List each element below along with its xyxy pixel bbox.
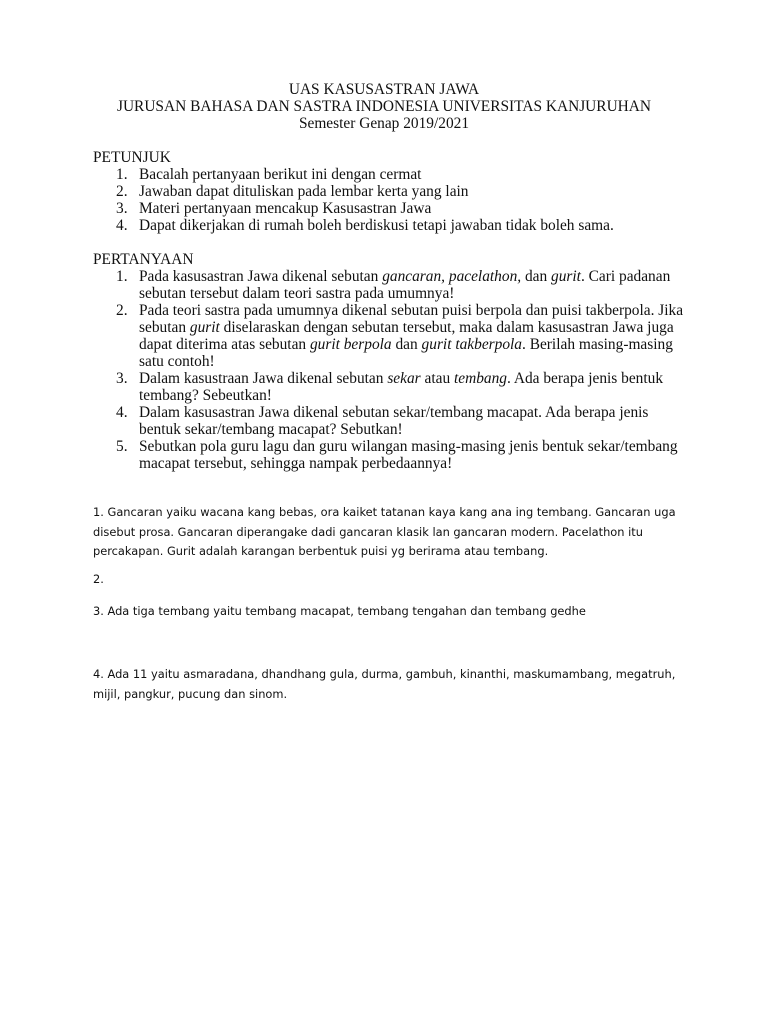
question-4 [116,404,686,438]
item-number: 2. [116,302,128,319]
q3-text-c: . Ada berapa jenis bentuk tembang? Sebeutkan! [139,370,664,404]
question-2 [116,302,686,370]
item-number: 3. [116,370,128,387]
item-number: 1. [116,268,128,285]
q1-text-b: dan [521,268,552,285]
item-number: 2. [116,183,128,200]
q3-text-a: Dalam kasustraan Jawa dikenal sebutan [139,370,388,387]
item-number: 1. [116,166,128,183]
answer-3 [93,602,693,622]
petunjuk-list [116,166,686,234]
exam-title: UAS KASUSASTRAN JAWA [288,81,480,98]
answer-3-text: 3. Ada tiga tembang yaitu tembang macapat, tembang tengahan dan tembang gedhe [93,604,586,618]
q2-text-b: diselaraskan dengan sebutan tersebut, maka dalam kasusastran Jawa juga dapat diterima atas sebutan [139,319,674,353]
q5-text: Sebutkan pola guru lagu dan guru wilangan masing-masing jenis bentuk sekar/tembang macapat tersebut, sehingga nampak perbedaannya! [139,438,678,472]
item-number: 4. [116,217,128,234]
q2-term-a: gurit [189,319,220,336]
item-number: 3. [116,200,128,217]
semester-title: Semester Genap 2019/2021 [298,115,470,132]
q2-text-c: dan [391,336,422,353]
question-5 [116,438,686,472]
pertanyaan-heading: PERTANYAAN [93,251,194,268]
question-1 [116,268,686,302]
answer-1 [93,503,693,562]
q3-text-b: atau [420,370,454,387]
q1-text-a: Pada kasusastran Jawa dikenal sebutan [139,268,383,285]
item-text: Materi pertanyaan mencakup Kasusastran Jawa [139,200,432,217]
pertanyaan-list [116,268,686,472]
q2-text-d: . Berilah masing-masing satu contoh! [139,336,673,370]
q1-text-c: . Cari padanan sebutan tersebut dalam teori sastra pada umumnya! [139,268,671,302]
petunjuk-heading: PETUNJUK [93,149,171,166]
q3-term-b: tembang [454,370,508,387]
answer-4-text: 4. Ada 11 yaitu asmaradana, dhandhang gula, durma, gambuh, kinanthi, maskumambang, megatruh, mijil, pangkur, pucung dan sinom. [93,667,676,701]
department-title: JURUSAN BAHASA DAN SASTRA INDONESIA UNIVERSITAS KANJURUHAN [116,98,652,115]
q2-text-a: Pada teori sastra pada umumnya dikenal sebutan puisi berpola dan puisi takberpola. Jika sebutan [139,302,684,336]
item-number: 5. [116,438,128,455]
q1-term-b: gurit [551,268,581,285]
item-text: Jawaban dapat dituliskan pada lembar kerta yang lain [139,183,469,200]
item-number: 4. [116,404,128,421]
answer-2-text: 2. [93,572,104,586]
list-item [116,217,686,234]
item-text: Bacalah pertanyaan berikut ini dengan cermat [139,166,422,183]
q2-term-b: gurit berpola [309,336,392,353]
answer-1-text: 1. Gancaran yaiku wacana kang bebas, ora kaiket tatanan kaya kang ana ing tembang. Gancaran uga disebut prosa. Gancaran diperangake dadi gancaran klasik lan gancaran modern. Pacelathon itu percakapan. Gurit adalah karangan berbentuk puisi yg berirama atau tembang. [93,505,676,558]
q1-term-a: gancaran, pacelathon, [382,268,522,285]
list-item [116,183,686,200]
q2-term-c: gurit takberpola [421,336,523,353]
item-text: Dapat dikerjakan di rumah boleh berdiskusi tetapi jawaban tidak boleh sama. [139,217,614,234]
answer-4 [93,665,693,704]
q4-text: Dalam kasusastran Jawa dikenal sebutan sekar/tembang macapat. Ada berapa jenis bentuk sekar/tembang macapat? Sebutkan! [139,404,649,438]
list-item [116,166,686,183]
answer-2 [93,570,693,590]
question-3 [116,370,686,404]
list-item [116,200,686,217]
q3-term-a: sekar [387,370,421,387]
